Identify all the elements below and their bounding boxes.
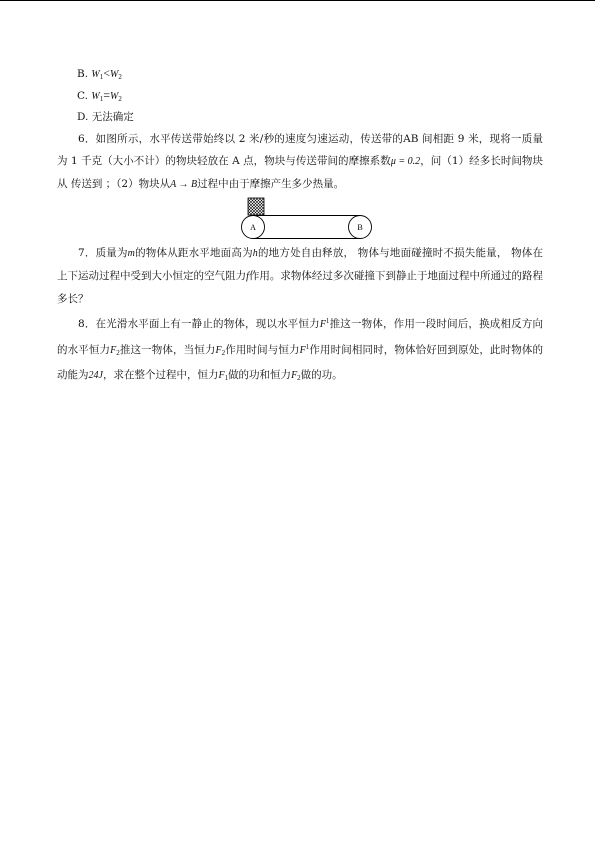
option-c: [57, 84, 543, 106]
a-to-b-formula: A → B: [170, 179, 198, 190]
option-d-text: 无法确定: [91, 111, 134, 123]
option-b: [57, 62, 543, 84]
option-c-label: C.: [77, 90, 88, 102]
question-6: 6．如图所示，水平传送带始终以 2 米/秒的速度匀速运动，传送带的AB 间相距 9 米，现将一质量为 1 千克（大小不计）的物块轻放在 A 点，物块与传送带间的摩擦系数μ = 0.2，问（1）经多长时间物块从 传送到 ；（2）物块从A → B过程中由于摩擦产生多少热量。: [57, 133, 543, 190]
document-page: [57, 62, 543, 389]
option-c-formula: $W_1=W_2$: [91, 88, 122, 103]
option-b-formula: $W_1<W_2$: [91, 66, 122, 81]
question-8: 8．在光滑水平面上有一静止的物体，现以水平恒力$F^1$推这一物体，作用一段时间后，换成相反方向的水平恒力$F_2$推这一物体，当恒力$F_2$作用时间与恒力$F^1$作用时间相同时，物体恰好回到原处，此时物体的动能为24J，求在整个过程中，恒力$F_1$做的功和恒力$F_2$做的功。: [57, 317, 544, 382]
conveyor-belt-diagram: [239, 196, 389, 240]
pulley-b-label: B: [357, 223, 363, 232]
option-d-label: D.: [77, 111, 89, 123]
question-7: 7．质量为m的物体从距水平地面高为h的地方处自由释放， 物体与地面碰撞时不损失能量， 物体在上下运动过程中受到大小恒定的空气阻力f作用。求物体经过多次碰撞下到静止于地面过程中所通过的路程多长？: [57, 247, 544, 305]
conveyor-figure: [57, 196, 543, 240]
top-rule: [0, 0, 595, 1]
block-on-belt: [248, 198, 264, 215]
option-b-label: B.: [77, 68, 89, 80]
pulley-a-label: A: [250, 223, 256, 232]
mu-formula: μ = 0.2: [390, 156, 421, 167]
option-d: [57, 106, 543, 128]
